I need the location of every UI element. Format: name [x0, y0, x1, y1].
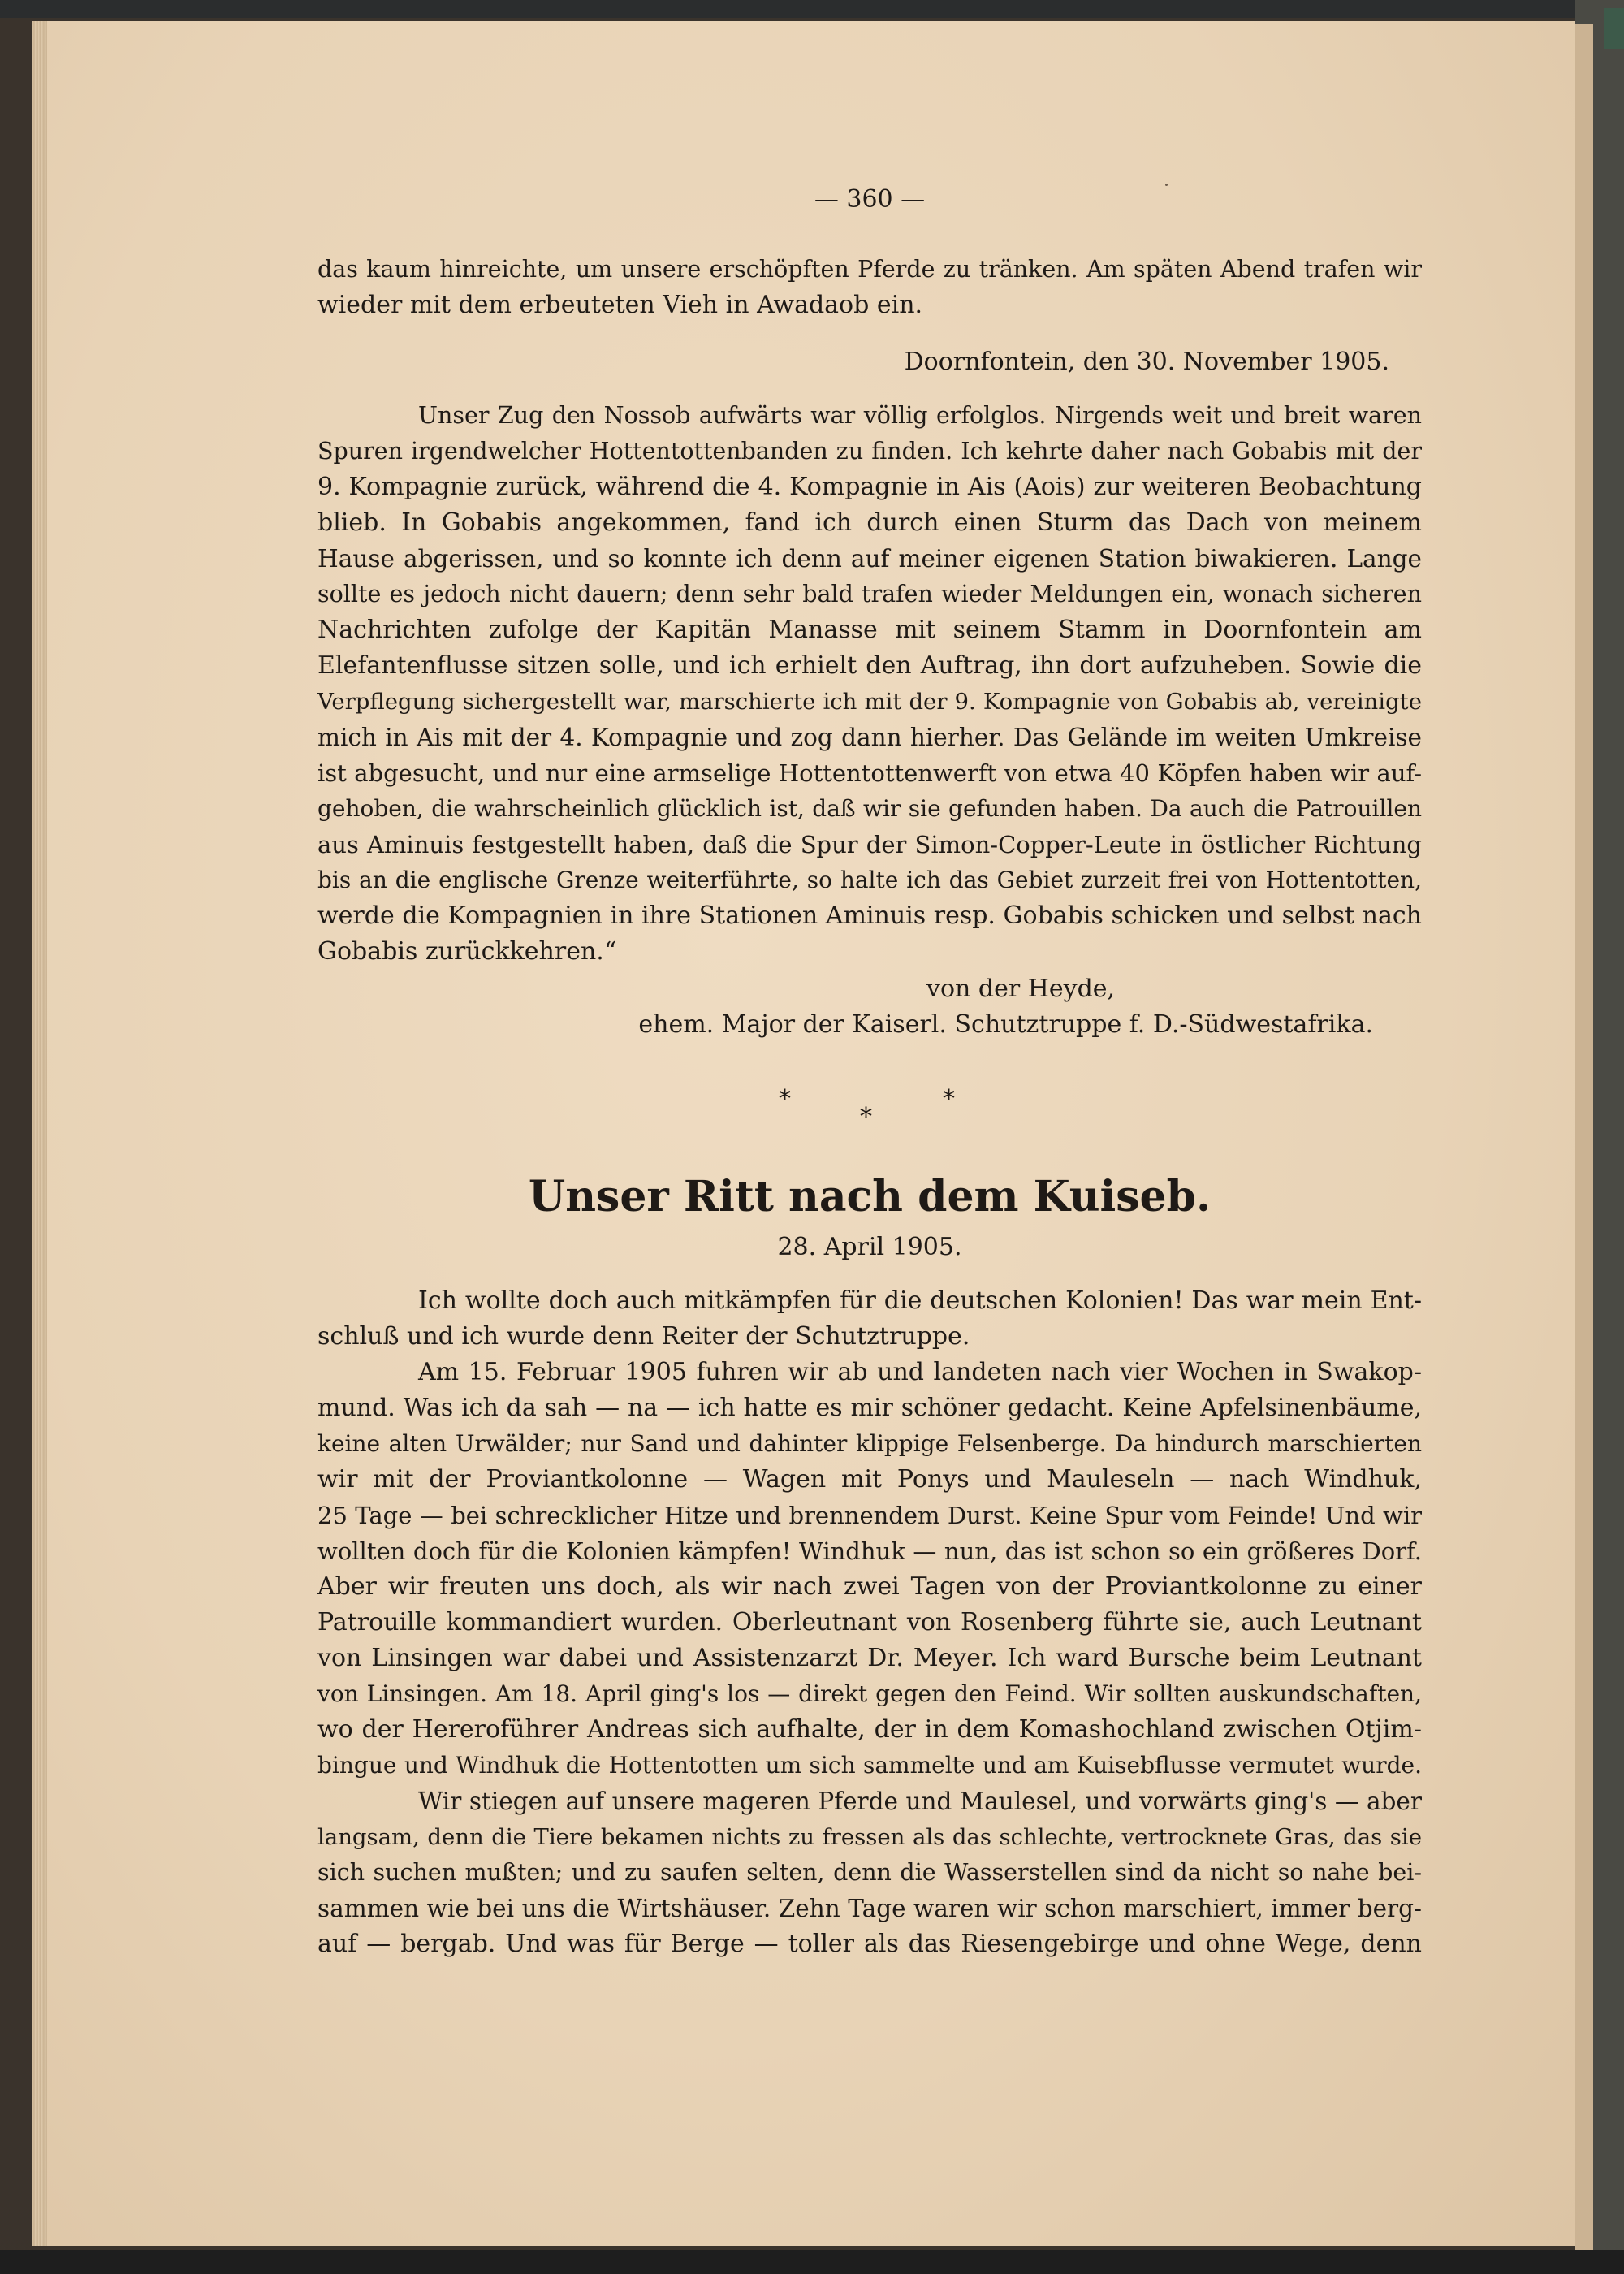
text-line: 9. Kompagnie zurück, während die 4. Kompagnie in Ais (Aois) zur weiteren Beobachtung — [317, 473, 1422, 501]
article-date: 28. April 1905. — [777, 1233, 962, 1261]
article-title: Unser Ritt nach dem Kuiseb. — [528, 1172, 1212, 1221]
scanner-top-strip — [0, 0, 1624, 18]
text-line: bis an die englische Grenze weiterführte, so halte ich das Gebiet zurzeit frei von Hottentotten, — [317, 867, 1422, 893]
separator-star: * — [860, 1103, 872, 1131]
text-line: Wir stiegen auf unsere mageren Pferde und Maulesel, und vorwärts ging's — aber — [418, 1788, 1422, 1815]
text-line: werde die Kompagnien in ihre Stationen Aminuis resp. Gobabis schicken und selbst nach — [317, 901, 1422, 930]
text-line: ist abgesucht, und nur eine armselige Hottentottenwerft von etwa 40 Köpfen haben wir auf- — [317, 759, 1422, 787]
text-line: wollten doch für die Kolonien kämpfen! Windhuk — nun, das ist schon so ein größeres Dorf. — [317, 1537, 1422, 1565]
page-number: — 360 — — [814, 185, 926, 214]
text-line: gehoben, die wahrscheinlich glücklich ist, daß wir sie gefunden haben. Da auch die Patrouillen — [317, 795, 1422, 822]
text-line: Elefantenflusse sitzen solle, und ich erhielt den Auftrag, ihn dort aufzuheben. Sowie die — [317, 651, 1422, 680]
text-line: sich suchen mußten; und zu saufen selten, denn die Wasserstellen sind da nicht so nahe bei- — [317, 1859, 1422, 1886]
adjacent-page-edge — [1575, 24, 1593, 2250]
text-line: Gobabis zurückkehren.“ — [317, 937, 617, 966]
text-line: Aber wir freuten uns doch, als wir nach zwei Tagen von der Proviantkolonne zu einer — [317, 1572, 1422, 1601]
text-line: wieder mit dem erbeuteten Vieh in Awadaob ein. — [317, 291, 923, 319]
text-line: schluß und ich wurde denn Reiter der Schutztruppe. — [317, 1322, 970, 1351]
text-line: Unser Zug den Nossob aufwärts war völlig erfolglos. Nirgends weit und breit waren — [418, 402, 1422, 429]
text-line: keine alten Urwälder; nur Sand und dahinter klippige Felsenberge. Da hindurch marschierten — [317, 1430, 1422, 1457]
text-line: Patrouille kommandiert wurden. Oberleutnant von Rosenberg führte sie, auch Leutnant — [317, 1608, 1422, 1636]
text-line: Spuren irgendwelcher Hottentottenbanden zu finden. Ich kehrte daher nach Gobabis mit der — [317, 438, 1422, 465]
text-line: wir mit der Proviantkolonne — Wagen mit Ponys und Mauleseln — nach Windhuk, — [317, 1465, 1422, 1494]
text-line: langsam, denn die Tiere bekamen nichts zu fressen als das schlechte, vertrocknete Gras, das sie — [317, 1824, 1422, 1850]
scanner-bottom-strip — [0, 2250, 1624, 2274]
text-line: Verpflegung sichergestellt war, marschierte ich mit der 9. Kompagnie von Gobabis ab, vereinigte — [317, 689, 1422, 715]
text-line: das kaum hinreichte, um unsere erschöpften Pferde zu tränken. Am späten Abend trafen wir — [317, 256, 1422, 283]
text-line: 25 Tage — bei schrecklicher Hitze und brennendem Durst. Keine Spur vom Feinde! Und wir — [317, 1502, 1422, 1529]
text-line: Ich wollte doch auch mitkämpfen für die deutschen Kolonien! Das war mein Ent- — [418, 1286, 1422, 1315]
text-line: Hause abgerissen, und so konnte ich denn auf meiner eigenen Station biwakieren. Lange — [317, 545, 1422, 573]
text-line: blieb. In Gobabis angekommen, fand ich durch einen Sturm das Dach von meinem — [317, 508, 1422, 537]
text-line: Am 15. Februar 1905 fuhren wir ab und landeten nach vier Wochen in Swakop- — [418, 1358, 1422, 1386]
signature-name: von der Heyde, — [926, 975, 1116, 1003]
text-line: von Linsingen. Am 18. April ging's los — direkt gegen den Feind. Wir sollten auskundschaften, — [317, 1680, 1422, 1707]
text-line: sammen wie bei uns die Wirtshäuser. Zehn Tage waren wir schon marschiert, immer berg- — [317, 1895, 1422, 1922]
text-line: bingue und Windhuk die Hottentotten um sich sammelte und am Kuisebflusse vermutet wurde. — [317, 1752, 1422, 1779]
text-line: mund. Was ich da sah — na — ich hatte es mir schöner gedacht. Keine Apfelsinenbäume, — [317, 1394, 1422, 1422]
separator-star: * — [943, 1085, 955, 1113]
text-line: von Linsingen war dabei und Assistenzarzt Dr. Meyer. Ich ward Bursche beim Leutnant — [317, 1644, 1422, 1672]
signature-title: ehem. Major der Kaiserl. Schutztruppe f. D.-Südwestafrika. — [638, 1010, 1373, 1039]
text-line: mich in Ais mit der 4. Kompagnie und zog dann hierher. Das Gelände im weiten Umkreise — [317, 724, 1422, 751]
book-cover-sliver — [1604, 8, 1624, 49]
text-line: wo der Hereroführer Andreas sich aufhalte, der in dem Komashochland zwischen Otjim- — [317, 1715, 1422, 1744]
text-line: Nachrichten zufolge der Kapitän Manasse mit seinem Stamm in Doornfontein am — [317, 616, 1422, 644]
letter-place-date: Doornfontein, den 30. November 1905. — [904, 348, 1389, 376]
page-stack-edge — [32, 21, 47, 2246]
separator-star: * — [779, 1085, 791, 1113]
text-line: sollte es jedoch nicht dauern; denn sehr bald trafen wieder Meldungen ein, wonach sicheren — [317, 581, 1422, 607]
text-line: auf — bergab. Und was für Berge — toller als das Riesengebirge und ohne Wege, denn — [317, 1930, 1422, 1958]
text-line: aus Aminuis festgestellt haben, daß die Spur der Simon-Copper-Leute in östlicher Richtung — [317, 831, 1422, 858]
